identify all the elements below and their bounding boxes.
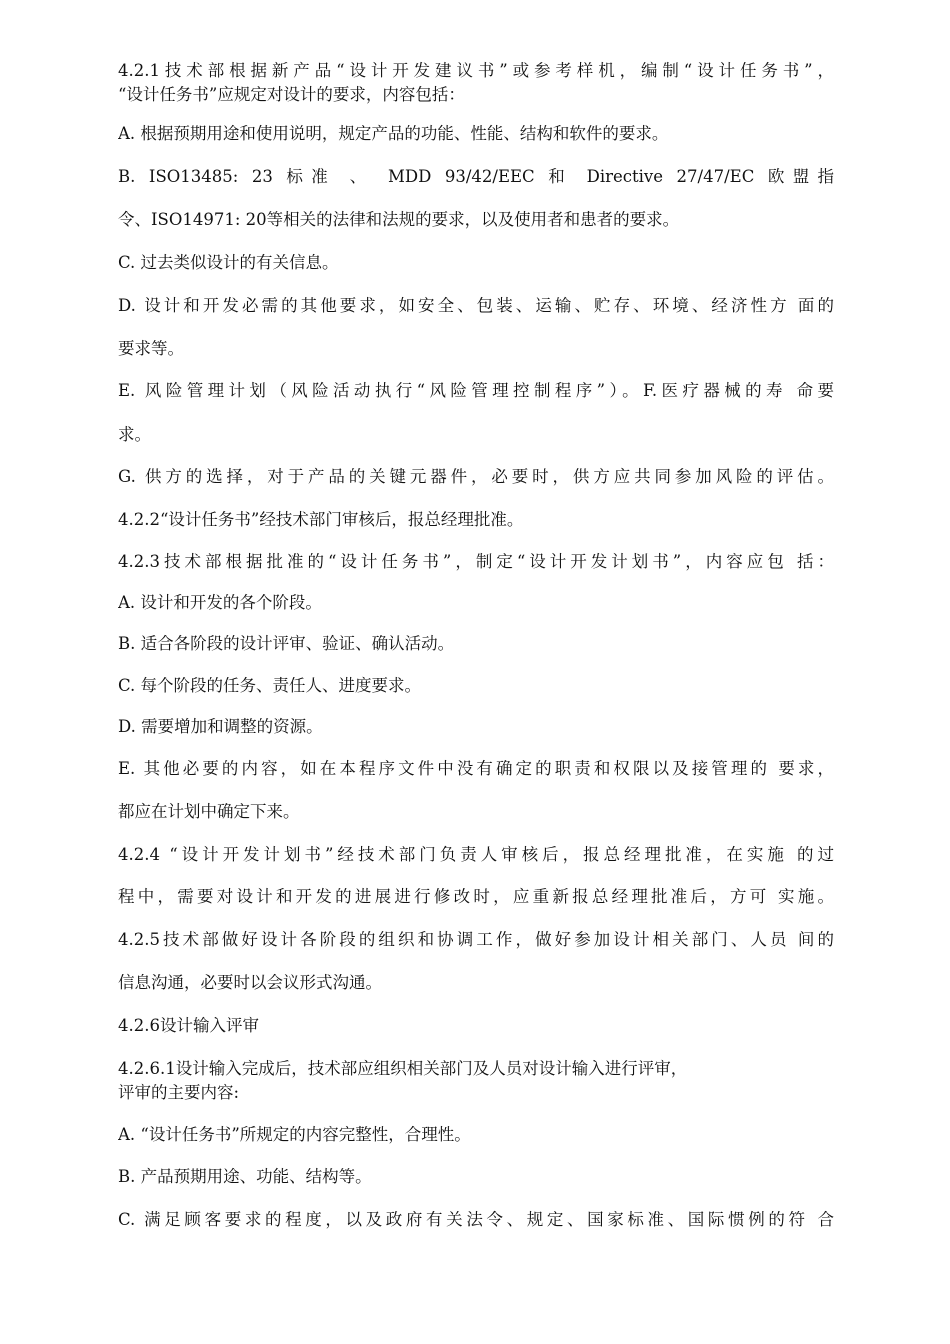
text-line: A. “设计任务书”所规定的内容完整性，合理性。 (118, 1125, 471, 1144)
text-line: 都应在计划中确定下来。 (118, 802, 300, 821)
text-line: 4.2.2“设计任务书”经技术部门审核后，报总经理批准。 (118, 510, 524, 529)
text-line: 令、ISO14971: 20等相关的法律和法规的要求，以及使用者和患者的要求。 (118, 210, 680, 229)
text-line: B. ISO13485: 23 标准 、 MDD 93/42/EEC 和 Directive 27/47/EC 欧盟指 (118, 167, 834, 186)
text-line: “设计任务书”应规定对设计的要求，内容包括： (118, 85, 465, 104)
text-line: C. 满足顾客要求的程度，以及政府有关法令、规定、国家标准、国际惯例的符 合 (118, 1210, 834, 1229)
text-line: A. 根据预期用途和使用说明，规定产品的功能、性能、结构和软件的要求。 (118, 124, 669, 143)
section-heading: 4.2.6设计输入评审 (118, 1016, 259, 1035)
text-line: 评审的主要内容: (118, 1083, 240, 1102)
text-line: B. 产品预期用途、功能、结构等。 (118, 1167, 372, 1186)
text-line: C. 过去类似设计的有关信息。 (118, 253, 339, 272)
text-line: 4.2.1技术部根据新产品“设计开发建议书”或参考样机，编制“设计任务书”， (118, 61, 834, 80)
text-line: D. 需要增加和调整的资源。 (118, 717, 323, 736)
text-line: 信息沟通，必要时以会议形式沟通。 (118, 973, 382, 992)
text-line: G. 供方的选择，对于产品的关键元器件，必要时，供方应共同参加风险的评估。 (118, 467, 834, 486)
text-line: 程中，需要对设计和开发的进展进行修改时，应重新报总经理批准后，方可 实施。 (118, 887, 834, 906)
text-line: E. 其他必要的内容，如在本程序文件中没有确定的职责和权限以及接管理的 要求， (118, 759, 834, 778)
text-line: A. 设计和开发的各个阶段。 (118, 593, 322, 612)
text-line: 4.2.4 “设计开发计划书”经技术部门负责人审核后，报总经理批准，在实施 的过 (118, 845, 834, 864)
text-line: B. 适合各阶段的设计评审、验证、确认活动。 (118, 634, 455, 653)
text-line: E. 风险管理计划（风险活动执行“风险管理控制程序”）。F.医疗器械的寿 命要 (118, 381, 834, 400)
text-line: 4.2.6.1设计输入完成后，技术部应组织相关部门及人员对设计输入进行评审， (118, 1059, 688, 1078)
text-line: D. 设计和开发必需的其他要求，如安全、包装、运输、贮存、环境、经济性方 面的 (118, 296, 834, 315)
text-line: 4.2.3技术部根据批准的“设计任务书”，制定“设计开发计划书”，内容应包 括： (118, 552, 834, 571)
text-line: C. 每个阶段的任务、责任人、进度要求。 (118, 676, 422, 695)
text-line: 要求等。 (118, 339, 184, 358)
text-line: 4.2.5技术部做好设计各阶段的组织和协调工作，做好参加设计相关部门、人员 间的 (118, 930, 834, 949)
text-line: 求。 (118, 425, 151, 444)
